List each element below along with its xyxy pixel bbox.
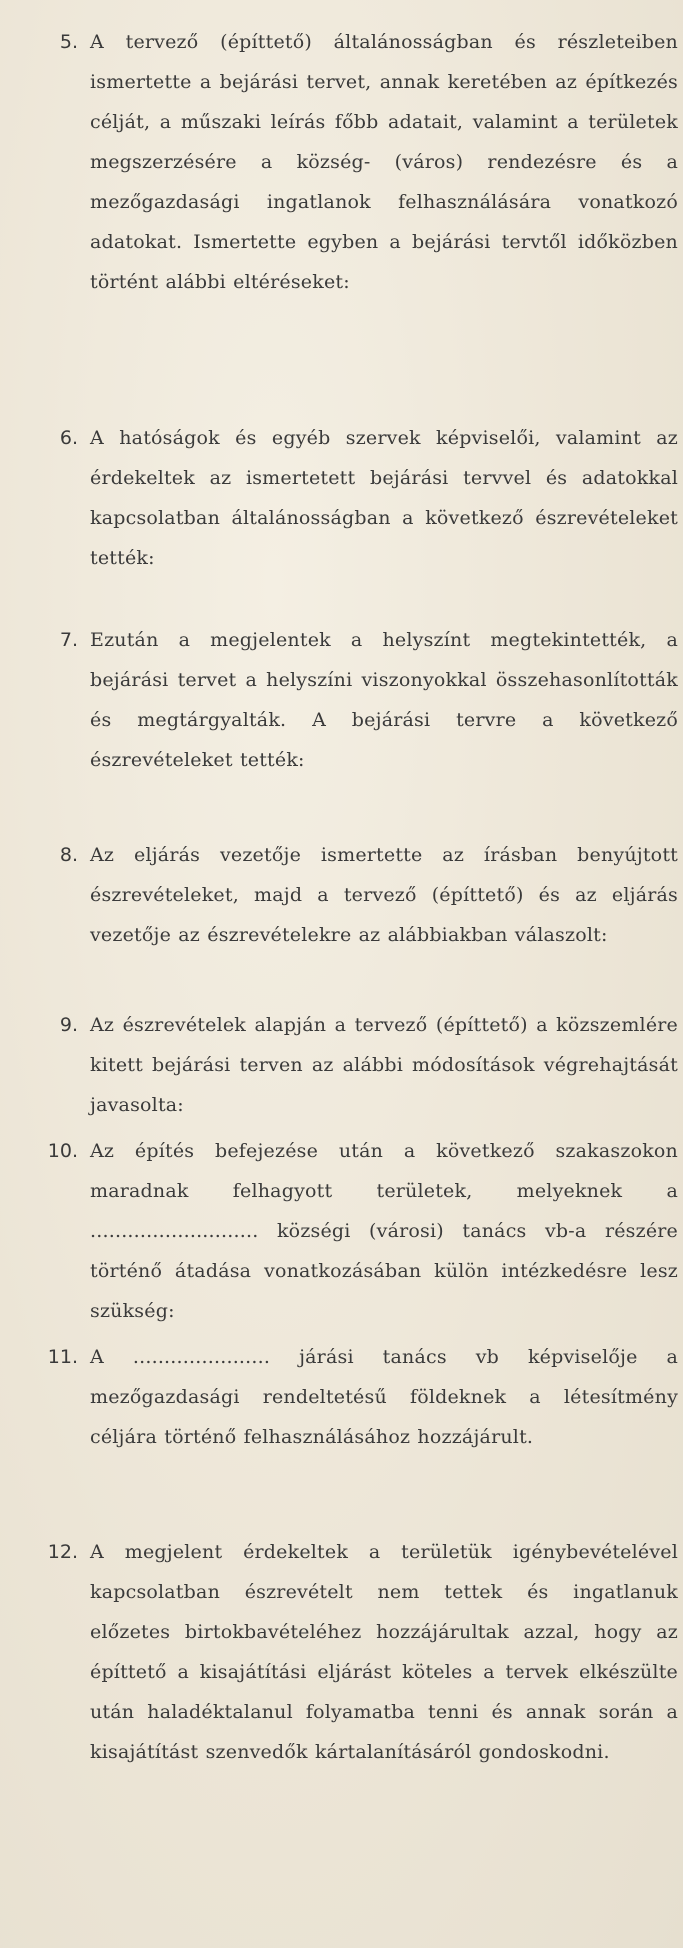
paragraph-number: 7.	[59, 629, 78, 651]
paragraph-text: A ...................... járási tanács vb képviselője a mezőgazdasági rendeltetésű földeknek a létesítmény céljára történő felhasználásához hozzájárult.	[90, 1346, 678, 1448]
paragraph-text: A megjelent érdekeltek a területük igénybevételével kapcsolatban észrevételt nem tettek és ingatlanuk előzetes birtokbavételéhez hozzájárultak azzal, hogy az építtető a kisajátítási eljárást köteles a tervek elkészülte után haladéktalanul folyamatba tenni és annak során a kisajátítást szenvedők kártalanításáról gondoskodni.	[90, 1541, 678, 1763]
paragraph-text: Az észrevételek alapján a tervező (építtető) a közszemlére kitett bejárási terven az alábbi módosítások végrehajtását javasolta:	[90, 1014, 678, 1116]
paragraph-number: 5.	[59, 31, 78, 53]
paragraph-number: 9.	[59, 1014, 78, 1036]
paragraph-text: Az eljárás vezetője ismertette az írásban benyújtott észrevételeket, majd a tervező (építtető) és az eljárás vezetője az észrevételekre az alábbiakban válaszolt:	[90, 844, 678, 946]
paragraph-number: 10.	[47, 1140, 78, 1162]
paragraph-number: 12.	[47, 1541, 78, 1563]
paragraph-number: 8.	[59, 844, 78, 866]
paragraph-number: 6.	[59, 427, 78, 449]
paragraph-number: 11.	[47, 1346, 78, 1368]
paragraph-text: A tervező (építtető) általánosságban és részleteiben ismertette a bejárási tervet, annak keretében az építkezés célját, a műszaki leírás főbb adatait, valamint a területek megszerzésére a község- (város) rendezésre és a mezőgazdasági ingatlanok felhasználására vonatkozó adatokat. Ismertette egyben a bejárási tervtől időközben történt alábbi eltéréseket:	[90, 31, 678, 293]
paragraph-text: Ezután a megjelentek a helyszínt megtekintették, a bejárási tervet a helyszíni viszonyokkal összehasonlították és megtárgyalták. A bejárási tervre a következő észrevételeket tették:	[90, 629, 678, 771]
paragraph-text: Az építés befejezése után a következő szakaszokon maradnak felhagyott területek, melyeknek a ........................... községi (városi) tanács vb-a részére történő átadása vonatkozásában külön intézkedésre lesz szükség:	[90, 1140, 678, 1322]
paragraph-text: A hatóságok és egyéb szervek képviselői, valamint az érdekeltek az ismertetett bejárási tervvel és adatokkal kapcsolatban általánosságban a következő észrevételeket tették:	[90, 427, 678, 569]
